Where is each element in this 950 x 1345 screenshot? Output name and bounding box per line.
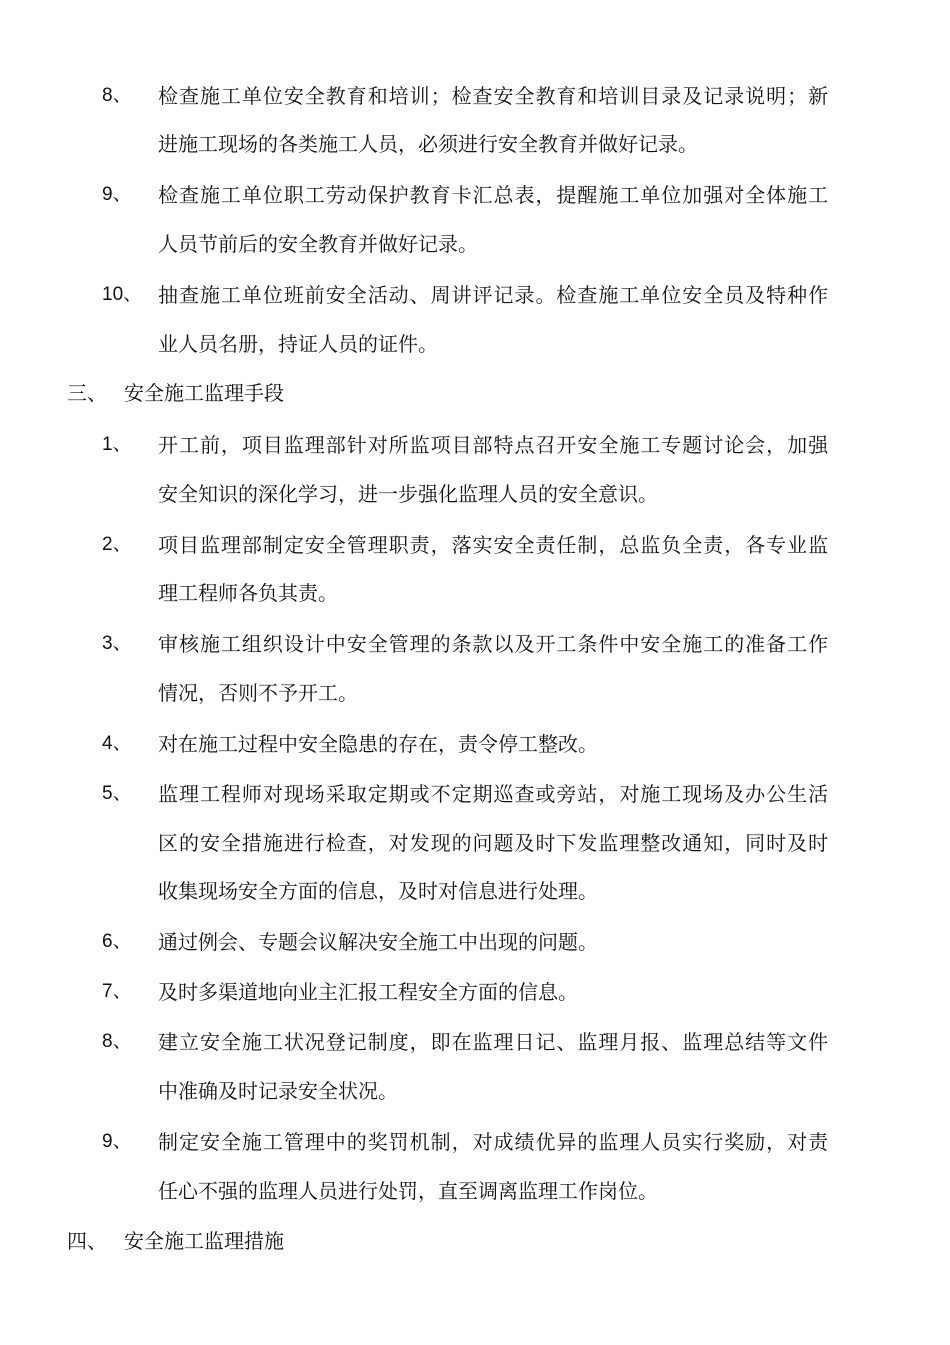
item-text-line: 制定安全施工管理中的奖罚机制，对成绩优异的监理人员实行奖励，对责 — [158, 1130, 830, 1154]
item-number: 3、 — [102, 633, 132, 654]
item-text-line: 检查施工单位职工劳动保护教育卡汇总表，提醒施工单位加强对全体施工 — [158, 183, 830, 207]
item-number: 9、 — [102, 184, 132, 205]
item-text-line: 通过例会、专题会议解决安全施工中出现的问题。 — [158, 930, 598, 954]
item-text-line: 监理工程师对现场采取定期或不定期巡查或旁站，对施工现场及办公生活 — [158, 782, 830, 806]
item-text-line: 安全知识的深化学习，进一步强化监理人员的安全意识。 — [158, 482, 658, 506]
item-text-line: 人员节前后的安全教育并做好记录。 — [158, 232, 478, 256]
item-number: 4、 — [102, 733, 132, 754]
item-text-line: 审核施工组织设计中安全管理的条款以及开工条件中安全施工的准备工作 — [158, 632, 830, 656]
item-text-line: 任心不强的监理人员进行处罚，直至调离监理工作岗位。 — [158, 1179, 658, 1203]
item-text-line: 中准确及时记录安全状况。 — [158, 1079, 398, 1103]
item-text-line: 进施工现场的各类施工人员，必须进行安全教育并做好记录。 — [158, 132, 698, 156]
item-text-line: 收集现场安全方面的信息，及时对信息进行处理。 — [158, 879, 598, 903]
item-text-line: 对在施工过程中安全隐患的存在，责令停工整改。 — [158, 732, 598, 756]
item-number: 6、 — [102, 931, 132, 952]
item-number: 9、 — [102, 1131, 132, 1152]
item-text-line: 情况，否则不予开工。 — [158, 681, 358, 705]
section-number: 三、 — [67, 381, 107, 405]
item-text-line: 检查施工单位安全教育和培训；检查安全教育和培训目录及记录说明；新 — [158, 84, 830, 108]
item-number: 2、 — [102, 534, 132, 555]
item-text-line: 抽查施工单位班前安全活动、周讲评记录。检查施工单位安全员及特种作 — [158, 283, 830, 307]
item-number: 1、 — [102, 434, 132, 455]
section-heading: 安全施工监理措施 — [124, 1229, 284, 1253]
item-text-line: 项目监理部制定安全管理职责，落实安全责任制，总监负全责，各专业监 — [158, 533, 830, 557]
item-text-line: 业人员名册，持证人员的证件。 — [158, 332, 438, 356]
item-number: 5、 — [102, 783, 132, 804]
item-number: 8、 — [102, 85, 132, 106]
section-number: 四、 — [67, 1229, 107, 1253]
item-text-line: 理工程师各负其责。 — [158, 581, 338, 605]
item-number: 7、 — [102, 981, 132, 1002]
item-text-line: 及时多渠道地向业主汇报工程安全方面的信息。 — [158, 980, 578, 1004]
item-text-line: 开工前，项目监理部针对所监项目部特点召开安全施工专题讨论会，加强 — [158, 433, 830, 457]
item-text-line: 区的安全措施进行检查，对发现的问题及时下发监理整改通知，同时及时 — [158, 831, 830, 855]
item-number: 10、 — [102, 284, 143, 305]
item-text-line: 建立安全施工状况登记制度，即在监理日记、监理月报、监理总结等文件 — [158, 1030, 830, 1054]
section-heading: 安全施工监理手段 — [124, 381, 284, 405]
item-number: 8、 — [102, 1031, 132, 1052]
